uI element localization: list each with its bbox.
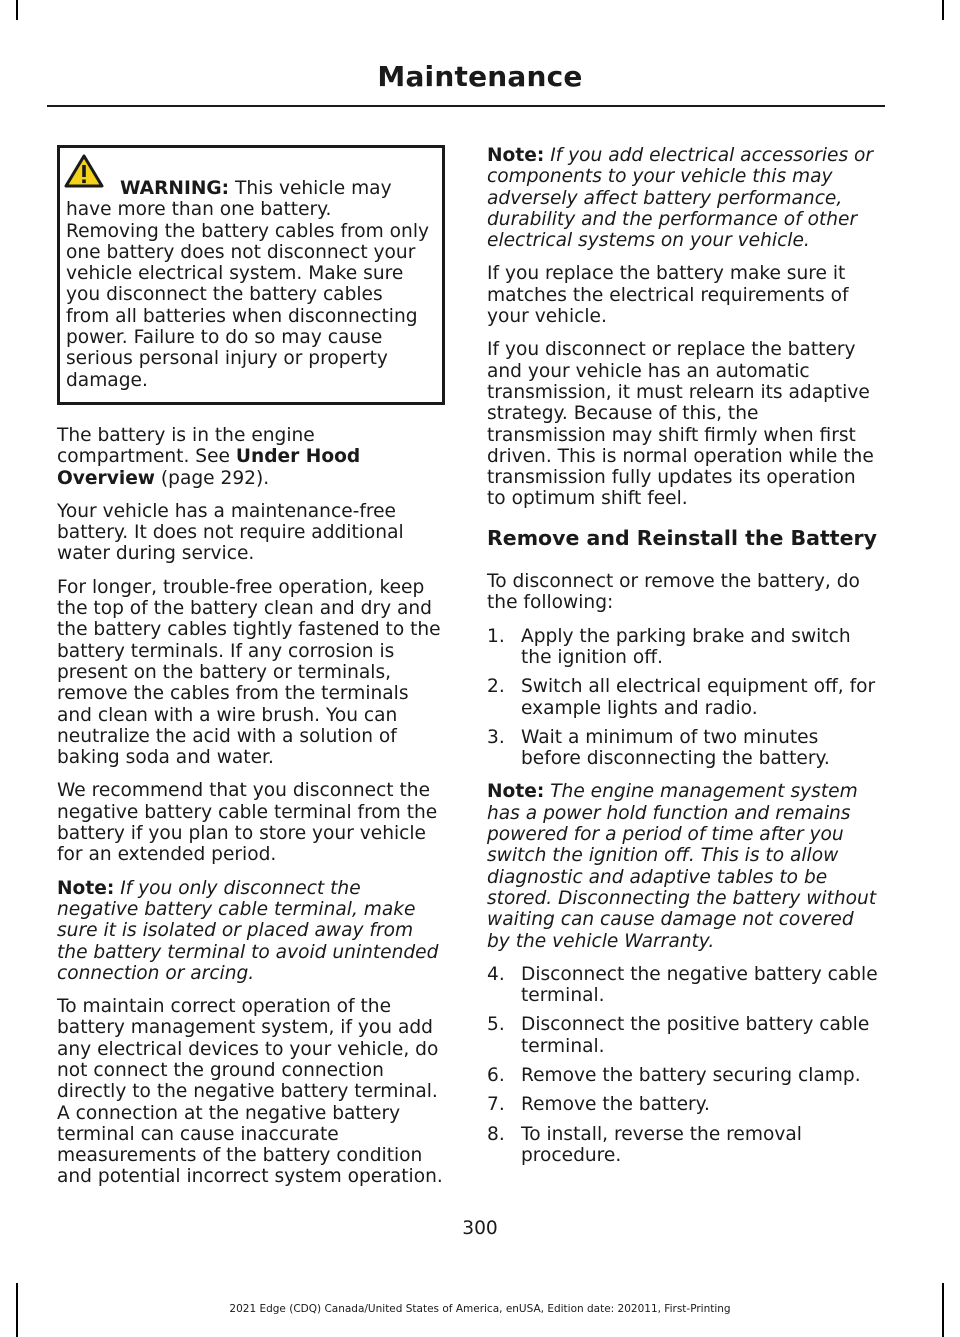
steps-list-a <box>487 626 879 770</box>
warning-text-first: This vehicle may have <box>66 178 392 221</box>
replace-battery-paragraph: If you replace the battery make sure it matches the electrical requirements of your vehicle. <box>487 263 849 328</box>
list-item <box>487 626 879 669</box>
step-number: 1. <box>487 625 505 647</box>
note-negative-terminal <box>57 878 445 984</box>
right-column <box>487 145 879 1178</box>
maintenance-free-paragraph: Your vehicle has a maintenance-free battery. It does not require additional water during service. <box>57 500 404 565</box>
step-text: Remove the battery securing clamp. <box>521 1064 861 1086</box>
header-divider <box>47 105 885 107</box>
step-text: Disconnect the negative battery cable terminal. <box>521 963 878 1007</box>
step-number: 4. <box>487 963 505 985</box>
warning-label: WARNING: <box>120 178 230 199</box>
crop-mark-top-left <box>16 0 18 20</box>
list-item <box>487 727 879 770</box>
warning-box <box>57 145 445 405</box>
left-column <box>57 145 445 1200</box>
warning-text-rest: more than one battery. Removing the battery cables from only one battery does not disconnect your vehicle electrical system. Make sure you disconnect the battery cables from all batteries when disconnecting power. Failure to do so may cause serious personal injury or property damage. <box>66 199 430 391</box>
storage-paragraph: We recommend that you disconnect the negative battery cable terminal from the battery if you plan to store your vehicle for an extended period. <box>57 780 438 866</box>
step-number: 7. <box>487 1094 505 1116</box>
crop-mark-top-right <box>942 0 944 20</box>
transmission-relearn-paragraph: If you disconnect or replace the battery and your vehicle has an automatic transmission, it must relearn its adaptive strategy. Because of this, the transmission may shift firmly when first driven. This is normal operation while the transmission fully updates its operation to optimum shift feel. <box>487 339 874 510</box>
list-item <box>487 676 879 719</box>
battery-location-text: The battery is in the engine compartment. See <box>57 424 315 468</box>
step-number: 6. <box>487 1064 505 1086</box>
page-number: 300 <box>462 1218 498 1239</box>
note-label: Note: <box>57 877 115 899</box>
step-number: 5. <box>487 1014 505 1036</box>
section-heading: Remove and Reinstall the Battery <box>487 525 877 550</box>
procedure-intro: To disconnect or remove the battery, do the following: <box>487 571 860 614</box>
page-title: Maintenance <box>377 60 583 93</box>
step-number: 3. <box>487 726 505 748</box>
warning-text <box>66 178 430 391</box>
under-hood-overview-link[interactable]: Under Hood Overview <box>57 446 361 489</box>
battery-location-paragraph <box>57 425 445 489</box>
list-item <box>487 1065 879 1086</box>
step-text: Wait a minimum of two minutes before disconnecting the battery. <box>521 726 830 770</box>
note-text: If you add electrical accessories or components to your vehicle this may adversely affect battery performance, durability and the performance of other electrical systems on your vehicle. <box>487 145 874 252</box>
battery-care-paragraph: For longer, trouble-free operation, keep the top of the battery clean and dry and the battery cables tightly fastened to the battery terminals. If any corrosion is present on the battery or terminals, remove the cables from the terminals and clean with a wire brush. You can neutralize the acid with a solution of baking soda and water. <box>57 576 441 769</box>
step-text: Switch all electrical equipment off, for example lights and radio. <box>521 676 876 719</box>
list-item <box>487 1014 879 1057</box>
list-item <box>487 1124 879 1167</box>
note-label: Note: <box>487 145 545 166</box>
list-item <box>487 1094 879 1115</box>
note-label: Note: <box>487 781 545 803</box>
step-number: 2. <box>487 676 505 698</box>
step-text: Apply the parking brake and switch the ignition off. <box>521 625 851 668</box>
note-accessories <box>487 145 879 251</box>
page-reference: (page 292). <box>155 467 270 489</box>
step-text: To install, reverse the removal procedure. <box>521 1123 802 1166</box>
steps-list-b <box>487 964 879 1166</box>
step-text: Disconnect the positive battery cable terminal. <box>521 1014 870 1057</box>
step-text: Remove the battery. <box>521 1094 710 1116</box>
note-text: If you only disconnect the negative battery cable terminal, make sure it is isolated or placed away from the battery terminal to avoid unintended connection or arcing. <box>57 877 439 984</box>
note-engine-management <box>487 781 879 951</box>
warning-triangle-icon <box>64 154 104 188</box>
step-number: 8. <box>487 1123 505 1145</box>
footer-text: 2021 Edge (CDQ) Canada/United States of America, enUSA, Edition date: 202011, First-Printing <box>229 1303 731 1315</box>
note-text: The engine management system has a power hold function and remains powered for a period of time after you switch the ignition off. This is to allow diagnostic and adaptive tables to be stored. Disconnecting the battery without waiting can cause damage not covered by the vehicle Warranty. <box>487 781 877 952</box>
list-item <box>487 964 879 1007</box>
battery-management-paragraph: To maintain correct operation of the battery management system, if you add any electrical devices to your vehicle, do not connect the ground connection directly to the negative battery terminal. A connection at the negative battery terminal can cause inaccurate measurements of the battery condition and potential incorrect system operation. <box>57 996 443 1188</box>
